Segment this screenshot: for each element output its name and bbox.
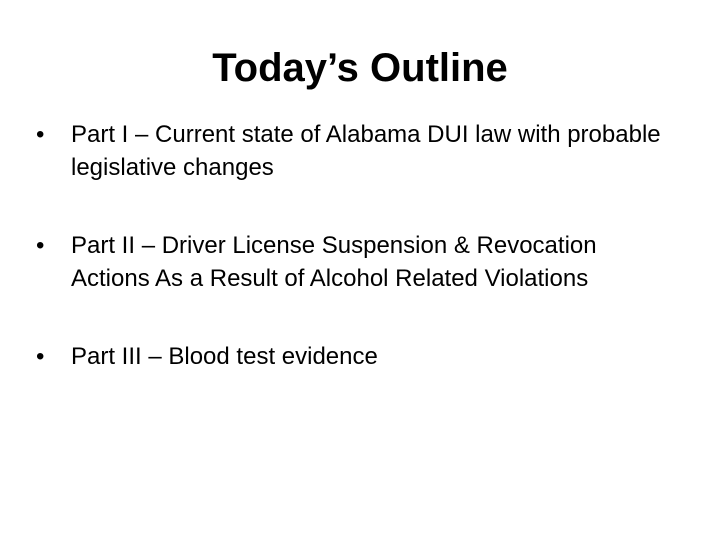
bullet-item-part-1 — [36, 118, 676, 184]
bullet-text: Part I – Current state of Alabama DUI law with probable legislative changes — [71, 121, 661, 181]
slide-title: Today’s Outline — [212, 46, 508, 90]
bullet-item-part-3 — [36, 340, 676, 373]
bullet-list — [36, 118, 676, 373]
bullet-icon: • — [36, 121, 45, 148]
bullet-icon: • — [36, 232, 45, 259]
bullet-icon: • — [36, 343, 45, 370]
bullet-text: Part II – Driver License Suspension & Revocation Actions As a Result of Alcohol Related Violations — [71, 232, 597, 292]
bullet-text: Part III – Blood test evidence — [71, 343, 378, 370]
bullet-item-part-2 — [36, 229, 676, 295]
